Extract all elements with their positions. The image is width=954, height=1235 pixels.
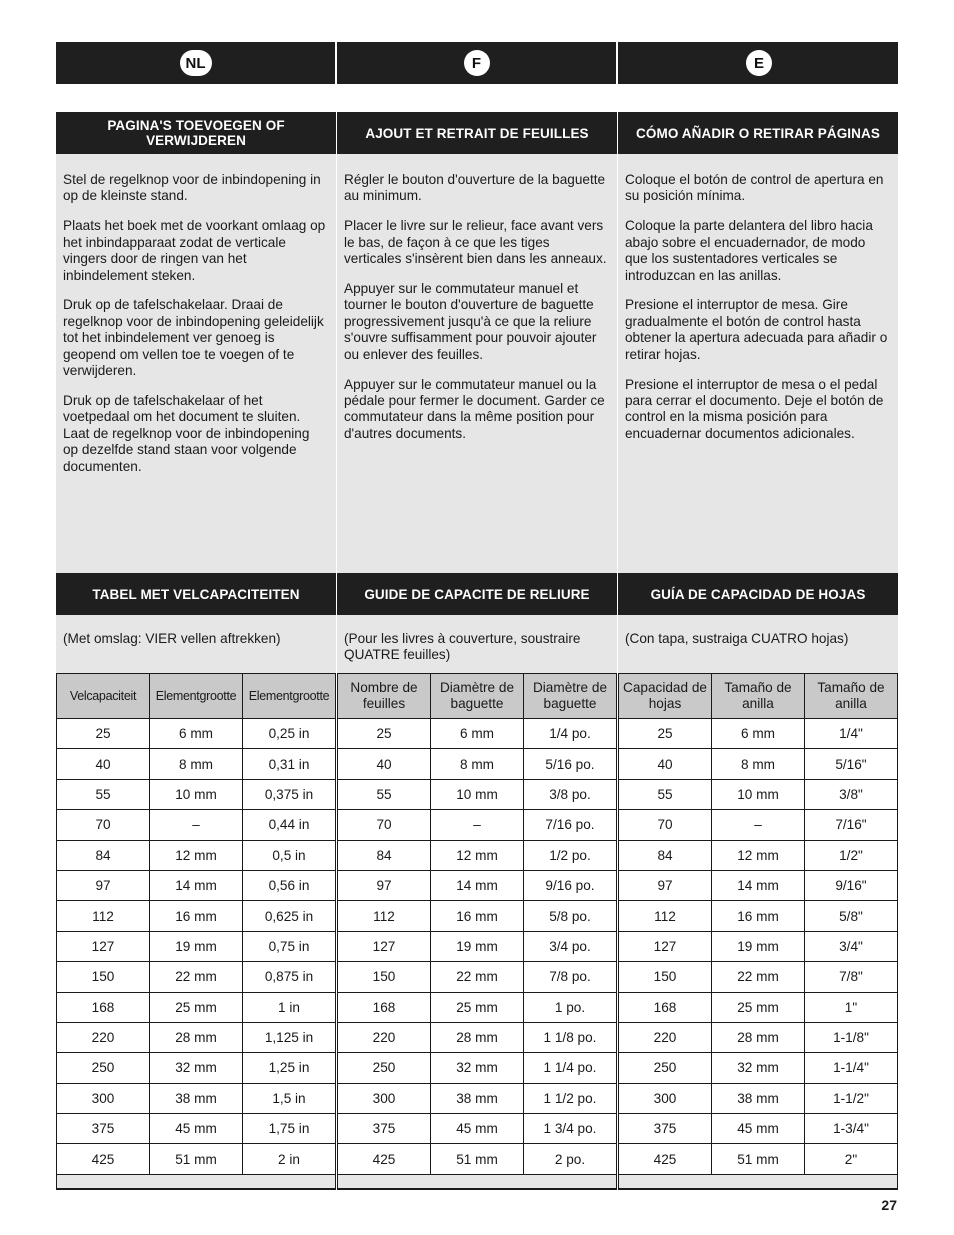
table-cell: 375 <box>338 1114 431 1144</box>
table-cell: 97 <box>57 870 150 900</box>
table-cell: 112 <box>57 901 150 931</box>
lang-cell-e <box>616 42 900 84</box>
table-cell: 8 mm <box>150 749 243 779</box>
capacity-table <box>56 673 336 1175</box>
table-cell: 70 <box>338 810 431 840</box>
column-f <box>337 112 617 1190</box>
table-cell: 1" <box>805 992 898 1022</box>
table-cell: 3/8 po. <box>524 779 617 809</box>
table-cell: 220 <box>57 1022 150 1052</box>
instruction-paragraph: Coloque la parte delantera del libro hacia abajo sobre el encuadernador, de modo que los sustentadores verticales se introduzcan en las anillas. <box>625 218 873 283</box>
table-cell: 6 mm <box>150 719 243 749</box>
table-cell: 25 mm <box>712 992 805 1022</box>
table-cell: 5/16 po. <box>524 749 617 779</box>
instructions-box <box>337 154 617 573</box>
table-cell: 1/4 po. <box>524 719 617 749</box>
instruction-paragraph: Plaats het boek met de voorkant omlaag op het inbindapparaat zodat de verticale vingers door de ringen van het inbindelement steken. <box>63 218 326 283</box>
table-cell: – <box>431 810 524 840</box>
table-row <box>619 840 898 870</box>
table-cell: 55 <box>338 779 431 809</box>
table-cell: 16 mm <box>712 901 805 931</box>
table-row <box>338 1053 617 1083</box>
table-cell: 3/4" <box>805 931 898 961</box>
table-cell: 40 <box>338 749 431 779</box>
table-cell: 7/8 po. <box>524 962 617 992</box>
table-row <box>338 749 617 779</box>
table-cell: 375 <box>57 1114 150 1144</box>
table-row <box>619 1053 898 1083</box>
table-row <box>57 719 336 749</box>
lang-cell-f <box>335 42 616 84</box>
table-cell: 97 <box>338 870 431 900</box>
section-title-add-remove: AJOUT ET RETRAIT DE FEUILLES <box>337 112 617 154</box>
table-cell: 7/16 po. <box>524 810 617 840</box>
section-title-capacity: GUIDE DE CAPACITE DE RELIURE <box>337 573 617 615</box>
table-header: Capacidad de hojas <box>619 674 712 719</box>
table-row <box>338 719 617 749</box>
table-row <box>57 1114 336 1144</box>
table-row <box>619 1022 898 1052</box>
table-row <box>619 1114 898 1144</box>
table-cell: 1 in <box>243 992 336 1022</box>
table-cell: 2 po. <box>524 1144 617 1174</box>
table-cell: 9/16 po. <box>524 870 617 900</box>
table-cell: 22 mm <box>431 962 524 992</box>
table-header: Elementgrootte <box>150 674 243 719</box>
table-cell: 45 mm <box>431 1114 524 1144</box>
table-cell: 150 <box>338 962 431 992</box>
table-row <box>338 870 617 900</box>
instruction-paragraph: Stel de regelknop voor de inbindopening in op de kleinste stand. <box>63 172 321 204</box>
table-cell: 14 mm <box>431 870 524 900</box>
table-cell: 1,125 in <box>243 1022 336 1052</box>
table-row <box>338 1022 617 1052</box>
table-cell: 22 mm <box>150 962 243 992</box>
table-cell: 51 mm <box>150 1144 243 1174</box>
table-row <box>619 1083 898 1113</box>
table-cell: 1 1/4 po. <box>524 1053 617 1083</box>
table-cell: 40 <box>619 749 712 779</box>
table-cell: 1/4" <box>805 719 898 749</box>
table-cell: 3/8" <box>805 779 898 809</box>
table-cell: 32 mm <box>431 1053 524 1083</box>
table-row <box>338 931 617 961</box>
table-cell: 8 mm <box>431 749 524 779</box>
table-cell: 168 <box>619 992 712 1022</box>
table-cell: 25 mm <box>150 992 243 1022</box>
table-row <box>338 1114 617 1144</box>
table-cell: 38 mm <box>712 1083 805 1113</box>
table-row <box>57 962 336 992</box>
table-cell: 19 mm <box>150 931 243 961</box>
instructions-box <box>618 154 898 573</box>
table-cell: – <box>712 810 805 840</box>
table-cell: 16 mm <box>150 901 243 931</box>
table-row <box>57 1083 336 1113</box>
table-row <box>57 992 336 1022</box>
instruction-paragraph: Placer le livre sur le relieur, face avant vers le bas, de façon à ce que les tiges verticales s'insèrent bien dans les anneaux. <box>344 218 607 267</box>
table-cell: 10 mm <box>431 779 524 809</box>
lang-badge-nl: NL <box>180 50 212 76</box>
table-cell: 28 mm <box>712 1022 805 1052</box>
table-row <box>619 992 898 1022</box>
capacity-table <box>337 673 617 1175</box>
capacity-note: (Con tapa, sustraiga CUATRO hojas) <box>618 615 898 673</box>
table-row <box>57 810 336 840</box>
table-cell: 12 mm <box>712 840 805 870</box>
table-cell: 0,56 in <box>243 870 336 900</box>
table-row <box>619 810 898 840</box>
table-cell: 0,75 in <box>243 931 336 961</box>
table-row <box>57 779 336 809</box>
table-cell: 0,875 in <box>243 962 336 992</box>
table-row <box>338 992 617 1022</box>
instruction-paragraph: Presione el interruptor de mesa. Gire gradualmente el botón de control hasta obtener la apertura adecuada para añadir o retirar hojas. <box>625 297 888 362</box>
table-cell: 16 mm <box>431 901 524 931</box>
column-e <box>618 112 898 1190</box>
table-cell: 51 mm <box>431 1144 524 1174</box>
table-row <box>338 840 617 870</box>
table-footer <box>337 1175 617 1190</box>
table-cell: 19 mm <box>712 931 805 961</box>
table-row <box>57 870 336 900</box>
table-cell: 3/4 po. <box>524 931 617 961</box>
table-cell: 150 <box>57 962 150 992</box>
capacity-note: (Pour les livres à couverture, soustraire QUATRE feuilles) <box>337 615 617 673</box>
table-header: Diamètre de baguette <box>524 674 617 719</box>
table-cell: 1/2 po. <box>524 840 617 870</box>
table-cell: 425 <box>57 1144 150 1174</box>
table-cell: 0,5 in <box>243 840 336 870</box>
table-header: Tamaño de anilla <box>805 674 898 719</box>
table-cell: 6 mm <box>431 719 524 749</box>
table-cell: 22 mm <box>712 962 805 992</box>
table-cell: 6 mm <box>712 719 805 749</box>
table-cell: 45 mm <box>712 1114 805 1144</box>
table-cell: 127 <box>57 931 150 961</box>
table-cell: 1-1/4" <box>805 1053 898 1083</box>
section-title-capacity: TABEL MET VELCAPACITEITEN <box>56 573 336 615</box>
table-header: Nombre de feuilles <box>338 674 431 719</box>
page-number: 27 <box>881 1197 897 1213</box>
table-cell: 97 <box>619 870 712 900</box>
table-row <box>57 931 336 961</box>
table-cell: 375 <box>619 1114 712 1144</box>
table-cell: 7/8" <box>805 962 898 992</box>
table-cell: 112 <box>619 901 712 931</box>
table-cell: 127 <box>338 931 431 961</box>
instructions-box <box>56 154 336 573</box>
table-cell: 300 <box>619 1083 712 1113</box>
table-cell: 84 <box>57 840 150 870</box>
table-row <box>57 901 336 931</box>
table-cell: 112 <box>338 901 431 931</box>
table-row <box>338 962 617 992</box>
table-cell: 1 1/8 po. <box>524 1022 617 1052</box>
instruction-paragraph: Presione el interruptor de mesa o el pedal para cerrar el documento. Deje el botón de control en la misma posición para encuadernar documentos adicionales. <box>625 376 884 441</box>
table-cell: 2 in <box>243 1144 336 1174</box>
table-cell: 250 <box>619 1053 712 1083</box>
table-cell: 0,375 in <box>243 779 336 809</box>
table-cell: 127 <box>619 931 712 961</box>
table-row <box>619 779 898 809</box>
table-cell: 5/8 po. <box>524 901 617 931</box>
table-row <box>57 1022 336 1052</box>
table-row <box>57 1053 336 1083</box>
column-nl <box>56 112 336 1190</box>
table-cell: 0,25 in <box>243 719 336 749</box>
table-cell: 12 mm <box>431 840 524 870</box>
section-title-add-remove: CÓMO AÑADIR O RETIRAR PÁGINAS <box>618 112 898 154</box>
table-cell: 1-3/4" <box>805 1114 898 1144</box>
table-cell: 5/8" <box>805 901 898 931</box>
table-row <box>338 1083 617 1113</box>
table-cell: 250 <box>57 1053 150 1083</box>
table-row <box>338 901 617 931</box>
table-header: Tamaño de anilla <box>712 674 805 719</box>
table-cell: 0,625 in <box>243 901 336 931</box>
table-cell: 12 mm <box>150 840 243 870</box>
table-header: Elementgrootte <box>243 674 336 719</box>
table-cell: 1,5 in <box>243 1083 336 1113</box>
table-row <box>619 719 898 749</box>
table-cell: 1,75 in <box>243 1114 336 1144</box>
instruction-paragraph: Appuyer sur le commutateur manuel et tourner le bouton d'ouverture de baguette progressivement jusqu'à ce que la reliure s'ouvre suffisamment pour pouvoir ajouter ou enlever des feuilles. <box>344 281 597 362</box>
table-cell: 55 <box>57 779 150 809</box>
table-cell: – <box>150 810 243 840</box>
table-cell: 220 <box>619 1022 712 1052</box>
table-cell: 70 <box>619 810 712 840</box>
table-cell: 1-1/2" <box>805 1083 898 1113</box>
table-cell: 45 mm <box>150 1114 243 1144</box>
table-row <box>338 1144 617 1174</box>
table-cell: 84 <box>619 840 712 870</box>
instruction-paragraph: Druk op de tafelschakelaar of het voetpedaal om het document te sluiten. Laat de regelknop voor de inbindopening op dezelfde stand staan voor volgende documenten. <box>63 392 310 474</box>
table-cell: 28 mm <box>431 1022 524 1052</box>
table-footer <box>618 1175 898 1190</box>
instruction-paragraph: Coloque el botón de control de apertura en su posición mínima. <box>625 172 884 204</box>
table-cell: 32 mm <box>712 1053 805 1083</box>
table-cell: 84 <box>338 840 431 870</box>
table-cell: 55 <box>619 779 712 809</box>
table-cell: 1,25 in <box>243 1053 336 1083</box>
table-cell: 19 mm <box>431 931 524 961</box>
section-title-capacity: GUÍA DE CAPACIDAD DE HOJAS <box>618 573 898 615</box>
instruction-paragraph: Régler le bouton d'ouverture de la baguette au minimum. <box>344 172 606 204</box>
table-cell: 5/16" <box>805 749 898 779</box>
table-header: Velcapaciteit <box>57 674 150 719</box>
table-cell: 0,31 in <box>243 749 336 779</box>
instruction-paragraph: Druk op de tafelschakelaar. Draai de regelknop voor de inbindopening geleidelijk tot het inbindelement ver genoeg is geopend om vellen toe te voegen of te verwijderen. <box>63 297 324 379</box>
table-cell: 51 mm <box>712 1144 805 1174</box>
table-cell: 40 <box>57 749 150 779</box>
table-row <box>619 870 898 900</box>
table-cell: 250 <box>338 1053 431 1083</box>
instruction-paragraph: Appuyer sur le commutateur manuel ou la pédale pour fermer le document. Garder ce commutateur dans la même position pour d'autres documents. <box>344 376 605 441</box>
table-cell: 150 <box>619 962 712 992</box>
table-cell: 70 <box>57 810 150 840</box>
table-cell: 1 3/4 po. <box>524 1114 617 1144</box>
table-row <box>57 1144 336 1174</box>
table-cell: 14 mm <box>712 870 805 900</box>
table-cell: 25 <box>57 719 150 749</box>
table-cell: 32 mm <box>150 1053 243 1083</box>
section-title-add-remove: PAGINA'S TOEVOEGEN OF VERWIJDEREN <box>56 112 336 154</box>
table-row <box>338 810 617 840</box>
lang-cell-nl <box>56 42 335 84</box>
table-row <box>338 779 617 809</box>
table-cell: 168 <box>338 992 431 1022</box>
table-cell: 220 <box>338 1022 431 1052</box>
capacity-table <box>618 673 898 1175</box>
table-row <box>619 749 898 779</box>
table-cell: 8 mm <box>712 749 805 779</box>
table-cell: 1 po. <box>524 992 617 1022</box>
table-row <box>619 901 898 931</box>
table-cell: 425 <box>338 1144 431 1174</box>
table-cell: 14 mm <box>150 870 243 900</box>
table-cell: 28 mm <box>150 1022 243 1052</box>
table-cell: 10 mm <box>712 779 805 809</box>
table-row <box>619 931 898 961</box>
table-cell: 168 <box>57 992 150 1022</box>
table-cell: 10 mm <box>150 779 243 809</box>
capacity-note: (Met omslag: VIER vellen aftrekken) <box>56 615 336 673</box>
table-cell: 25 <box>619 719 712 749</box>
lang-badge-f: F <box>464 50 490 76</box>
table-row <box>619 1144 898 1174</box>
table-cell: 7/16" <box>805 810 898 840</box>
table-cell: 0,44 in <box>243 810 336 840</box>
table-row <box>619 962 898 992</box>
table-footer <box>56 1175 336 1190</box>
table-cell: 300 <box>57 1083 150 1113</box>
table-cell: 25 mm <box>431 992 524 1022</box>
table-cell: 2" <box>805 1144 898 1174</box>
table-header: Diamètre de baguette <box>431 674 524 719</box>
table-cell: 300 <box>338 1083 431 1113</box>
table-cell: 1 1/2 po. <box>524 1083 617 1113</box>
table-cell: 38 mm <box>431 1083 524 1113</box>
table-cell: 1-1/8" <box>805 1022 898 1052</box>
table-row <box>57 840 336 870</box>
lang-badge-e: E <box>746 50 772 76</box>
table-cell: 1/2" <box>805 840 898 870</box>
table-cell: 25 <box>338 719 431 749</box>
table-row <box>57 749 336 779</box>
table-cell: 425 <box>619 1144 712 1174</box>
table-cell: 9/16" <box>805 870 898 900</box>
table-cell: 38 mm <box>150 1083 243 1113</box>
language-bar <box>56 42 898 84</box>
